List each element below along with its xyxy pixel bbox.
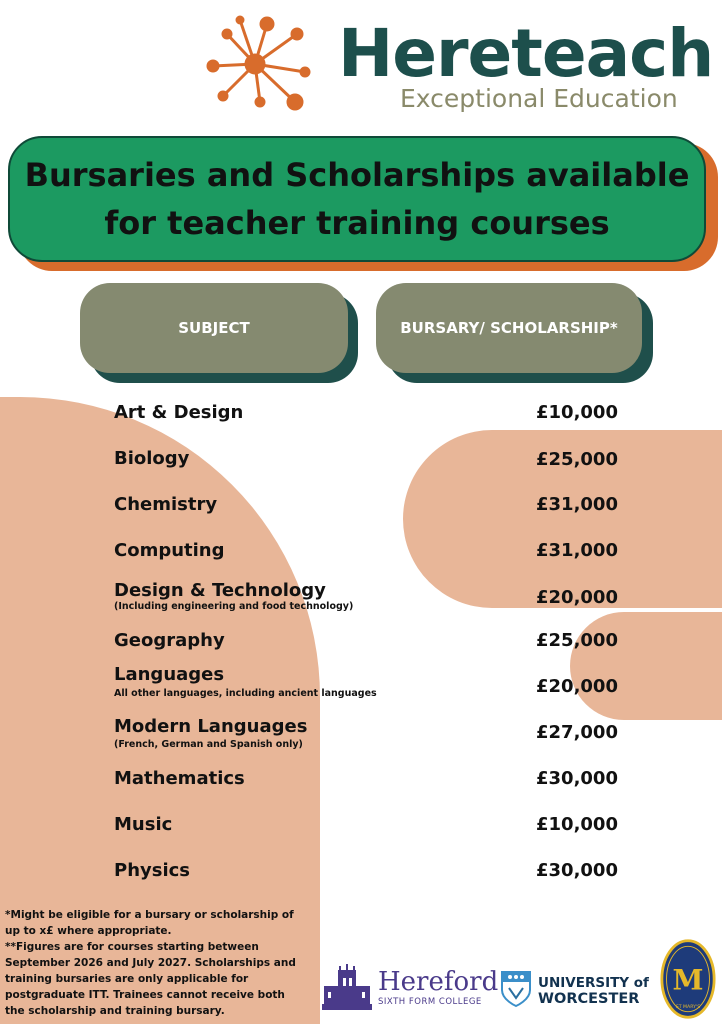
row-subject: Physics (114, 860, 191, 881)
worcester-university-line2: WORCESTER (538, 991, 640, 1007)
worcester-university-line1: UNIVERSITY of (538, 975, 649, 991)
row-subject: Design & Technology (114, 580, 326, 601)
row-amount: £30,000 (536, 860, 618, 881)
hereteach-sunburst-icon (205, 14, 315, 114)
row-subject: Biology (114, 448, 190, 469)
hereford-college-name: Hereford (378, 967, 499, 997)
row-amount: £10,000 (536, 402, 618, 423)
row-note: (Including engineering and food technology) (114, 601, 354, 612)
row-amount: £30,000 (536, 768, 618, 789)
row-subject: Computing (114, 540, 225, 561)
row-subject: Languages (114, 664, 225, 685)
catholic-school-crest-icon (660, 938, 716, 1020)
row-note: All other languages, including ancient languages (114, 688, 377, 699)
title-banner (8, 136, 706, 262)
row-amount: £10,000 (536, 814, 618, 835)
crest-label: ST MARY'S (675, 1004, 701, 1010)
row-subject: Geography (114, 630, 225, 651)
row-subject: Music (114, 814, 173, 835)
row-note: (French, German and Spanish only) (114, 739, 303, 750)
amount-header (376, 283, 642, 373)
subject-header (80, 283, 348, 373)
row-amount: £31,000 (536, 540, 618, 561)
footnote-dates: **Figures are for courses starting between September 2026 and July 2027. Scholarships and training bursaries are only applicable for postgraduate ITT. Trainees cannot receive both the scholarship and training bursary. (5, 941, 296, 1017)
banner-title-line2: for teacher training courses (104, 204, 610, 242)
banner-title-line1: Bursaries and Scholarships available (24, 156, 690, 194)
row-amount: £25,000 (536, 630, 618, 651)
row-subject: Chemistry (114, 494, 218, 515)
row-subject: Modern Languages (114, 716, 308, 737)
brand-name: Hereteach (338, 15, 714, 92)
amount-header-label: BURSARY/ SCHOLARSHIP* (400, 319, 618, 337)
row-amount: £20,000 (536, 587, 618, 608)
brand-tagline: Exceptional Education (400, 84, 678, 113)
worcester-shield-icon (500, 970, 532, 1008)
hereford-cathedral-icon (322, 964, 372, 1010)
row-amount: £31,000 (536, 494, 618, 515)
hereford-college-subtitle: SIXTH FORM COLLEGE (378, 997, 482, 1007)
subject-header-label: SUBJECT (178, 319, 250, 337)
row-amount: £27,000 (536, 722, 618, 743)
row-amount: £20,000 (536, 676, 618, 697)
footnote-eligibility: *Might be eligible for a bursary or scholarship of up to x£ where appropriate. (5, 909, 294, 937)
row-subject: Mathematics (114, 768, 245, 789)
decor-pill-right-lower (570, 612, 722, 720)
crest-monogram: M (672, 963, 704, 997)
row-amount: £25,000 (536, 449, 618, 470)
row-subject: Art & Design (114, 402, 244, 423)
